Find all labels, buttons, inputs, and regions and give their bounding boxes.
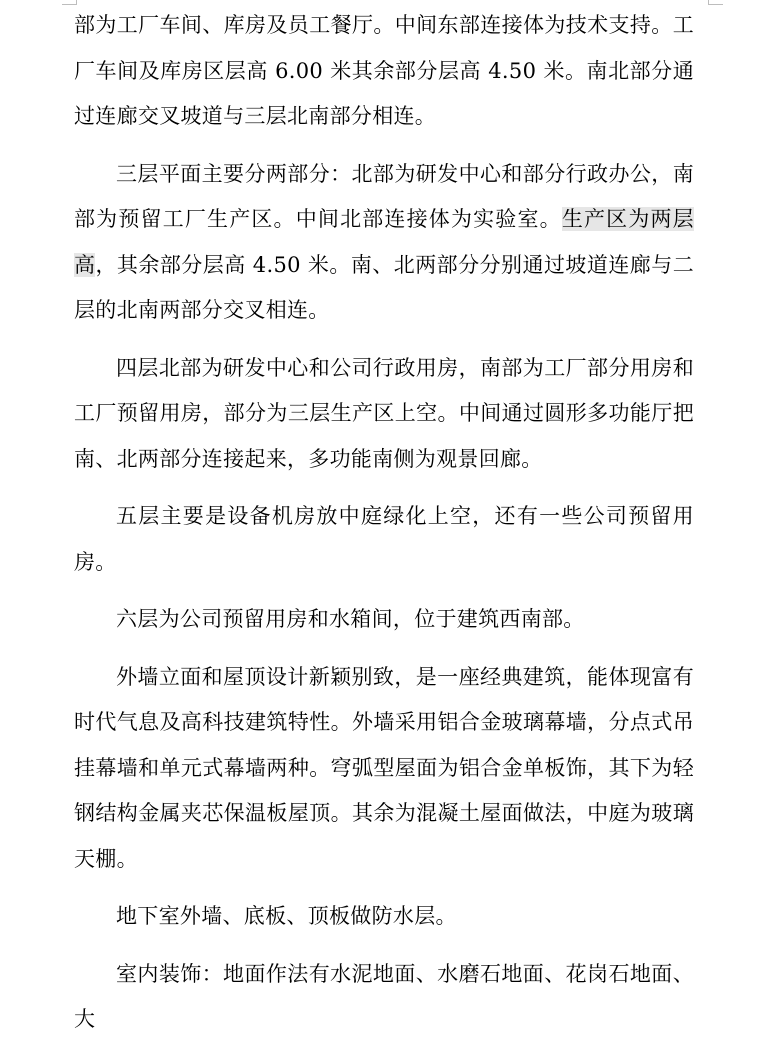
paragraph-text: 室内装饰：地面作法有水泥地面、水磨石地面、花岗石地面、大 [74, 961, 694, 1031]
paragraph-facade-roof[interactable] [74, 655, 694, 883]
paragraph-text: 六层为公司预留用房和水箱间，位于建筑西南部。 [116, 607, 585, 631]
paragraph-text: 五层主要是设备机房放中庭绿化上空，还有一些公司预留用房。 [74, 504, 694, 574]
paragraph-interior-decoration[interactable] [74, 952, 694, 1043]
paragraph-text: ，其余部分层高 4.50 米。南、北两部分分别通过坡道连廊与二层的北南两部分交叉相连。 [74, 252, 694, 322]
paragraph-text: 四层北部为研发中心和公司行政用房，南部为工厂部分用房和工厂预留用房，部分为三层生产区上空。中间通过圆形多功能厅把南、北两部分连接起来，多功能南侧为观景回廊。 [74, 355, 694, 471]
paragraph-text: 地下室外墙、底板、顶板做防水层。 [116, 904, 457, 928]
paragraph-floor-five[interactable] [74, 494, 694, 585]
highlighted-text[interactable]: 生产区为两层高 [74, 207, 694, 277]
paragraph-text: 三层平面主要分两部分：北部为研发中心和部分行政办公，南部为预留工厂生产区。中间北部连接体为实验室。 [74, 161, 694, 231]
paragraph-basement-waterproofing[interactable] [74, 894, 694, 940]
paragraph-floor-four[interactable] [74, 346, 694, 483]
paragraph-text: 外墙立面和屋顶设计新颖别致，是一座经典建筑，能体现富有时代气息及高科技建筑特性。外墙采用铝合金玻璃幕墙，分点式吊挂幕墙和单元式幕墙两种。穹弧型屋面为铝合金单板饰，其下为轻钢结构金属夹芯保温板屋顶。其余为混凝土屋面做法，中庭为玻璃天棚。 [74, 664, 694, 871]
page-corner-mark-right [708, 0, 723, 5]
paragraph-floor-six[interactable] [74, 597, 694, 643]
paragraph-continued-floor-two[interactable] [74, 3, 694, 140]
paragraph-text: 部为工厂车间、库房及员工餐厅。中间东部连接体为技术支持。工厂车间及库房区层高 6.00 米其余部分层高 4.50 米。南北部分通过连廊交叉坡道与三层北南部分相连。 [74, 13, 694, 128]
paragraph-floor-three[interactable] [74, 152, 694, 334]
document-body[interactable] [74, 3, 694, 1055]
